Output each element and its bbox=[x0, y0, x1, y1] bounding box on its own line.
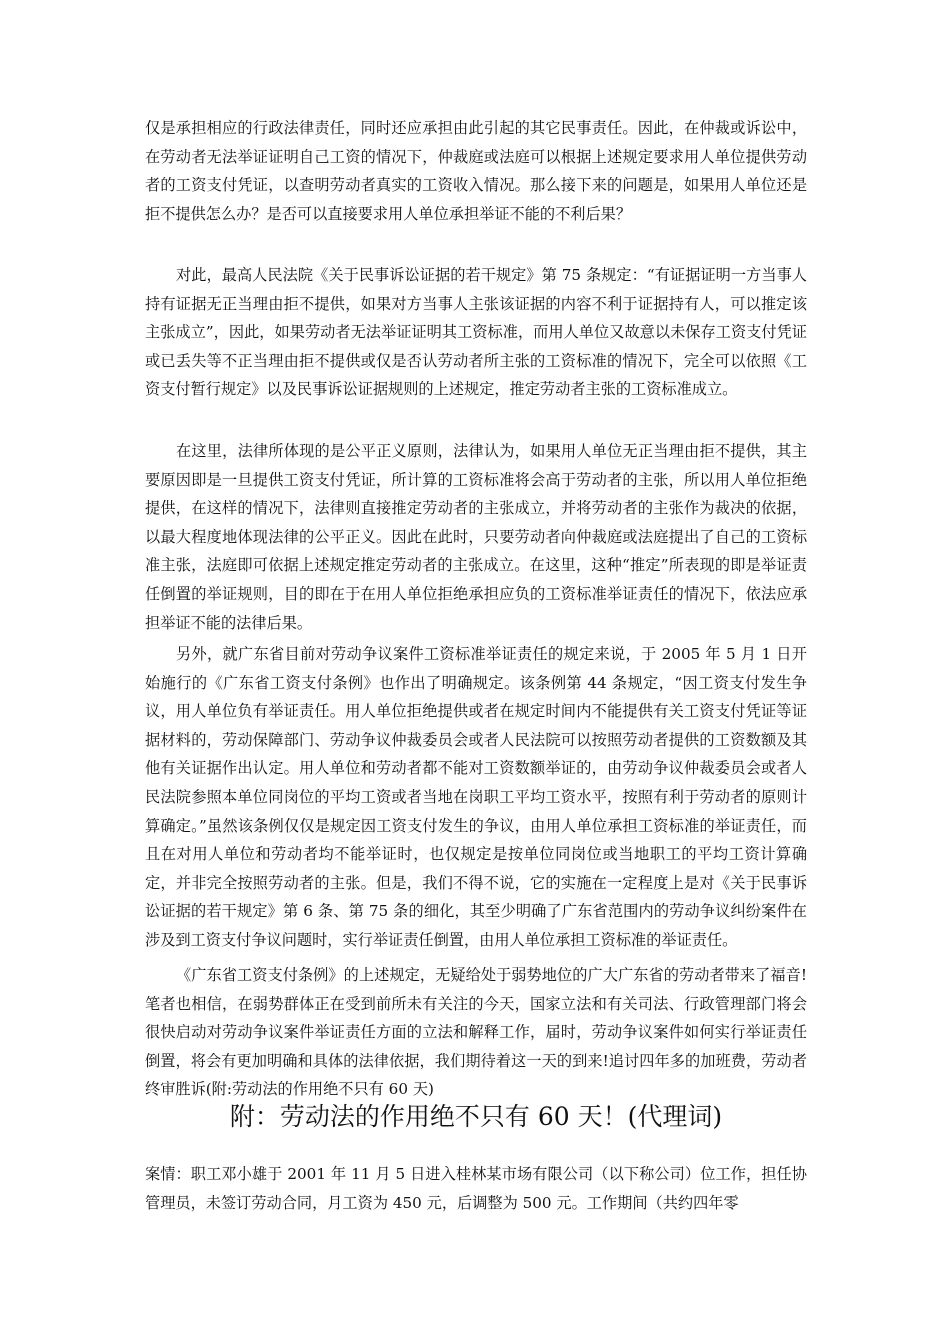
paragraph-1: 仅是承担相应的行政法律责任，同时还应承担由此引起的其它民事责任。因此，在仲裁或诉讼中，在劳动者无法举证证明自己工资的情况下，仲裁庭或法庭可以根据上述规定要求用人单位提供劳动者的工资支付凭证，以查明劳动者真实的工资收入情况。那么接下来的问题是，如果用人单位还是拒不提供怎么办？是否可以直接要求用人单位承担举证不能的不利后果？ bbox=[145, 119, 807, 223]
appendix-heading: 附：劳动法的作用绝不只有 60 天！(代理词) bbox=[229, 1102, 723, 1131]
paragraph-3: 在这里，法律所体现的是公平正义原则，法律认为，如果用人单位无正当理由拒不提供，其主要原因即是一旦提供工资支付凭证，所计算的工资标准将会高于劳动者的主张，所以用人单位拒绝提供，在这样的情况下，法律则直接推定劳动者的主张成立，并将劳动者的主张作为裁决的依据，以最大程度地体现法律的公平正义。因此在此时，只要劳动者向仲裁庭或法庭提出了自己的工资标准主张，法庭即可依据上述规定推定劳动者的主张成立。在这里，这种“推定”所表现的即是举证责任倒置的举证规则，目的即在于在用人单位拒绝承担应负的工资标准举证责任的情况下，依法应承担举证不能的法律后果。 bbox=[145, 442, 807, 632]
paragraph-5: 《广东省工资支付条例》的上述规定，无疑给处于弱势地位的广大广东省的劳动者带来了福音!笔者也相信，在弱势群体正在受到前所未有关注的今天，国家立法和有关司法、行政管理部门将会很快启动对劳动争议案件举证责任方面的立法和解释工作，届时，劳动争议案件如何实行举证责任倒置，将会有更加明确和具体的法律依据，我们期待着这一天的到来!追讨四年多的加班费，劳动者终审胜诉(附:劳动法的作用绝不只有 60 天) bbox=[145, 966, 807, 1099]
paragraph-2: 对此，最高人民法院《关于民事诉讼证据的若干规定》第 75 条规定：“有证据证明一方当事人持有证据无正当理由拒不提供，如果对方当事人主张该证据的内容不利于证据持有人，可以推定该主张成立”，因此，如果劳动者无法举证证明其工资标准，而用人单位又故意以未保存工资支付凭证或已丢失等不正当理由拒不提供或仅是否认劳动者所主张的工资标准的情况下，完全可以依照《工资支付暂行规定》以及民事诉讼证据规则的上述规定，推定劳动者主张的工资标准成立。 bbox=[145, 266, 807, 399]
paragraph-4: 另外，就广东省目前对劳动争议案件工资标准举证责任的规定来说，于 2005 年 5 月 1 日开始施行的《广东省工资支付条例》也作出了明确规定。该条例第 44 条规定，“因工资支付发生争议，用人单位负有举证责任。用人单位拒绝提供或者在规定时间内不能提供有关工资支付凭证等证据材料的，劳动保障部门、劳动争议仲裁委员会或者人民法院可以按照劳动者提供的工资数额及其他有关证据作出认定。用人单位和劳动者都不能对工资数额举证的，由劳动争议仲裁委员会或者人民法院参照本单位同岗位的平均工资或者当地在岗职工平均工资水平，按照有利于劳动者的原则计算确定。”虽然该条例仅仅是规定因工资支付发生的争议，由用人单位承担工资标准的举证责任，而且在对用人单位和劳动者均不能举证时，也仅规定是按单位同岗位或当地职工的平均工资计算确定，并非完全按照劳动者的主张。但是，我们不得不说，它的实施在一定程度上是对《关于民事诉讼证据的若干规定》第 6 条、第 75 条的细化，其至少明确了广东省范围内的劳动争议纠纷案件在涉及到工资支付争议问题时，实行举证责任倒置，由用人单位承担工资标准的举证责任。 bbox=[145, 645, 807, 949]
case-paragraph: 案情：职工邓小雄于 2001 年 11 月 5 日进入桂林某市场有限公司（以下称公司）位工作，担任协管理员，未签订劳动合同，月工资为 450 元，后调整为 500 元。工作期间（共约四年零 bbox=[145, 1165, 807, 1212]
